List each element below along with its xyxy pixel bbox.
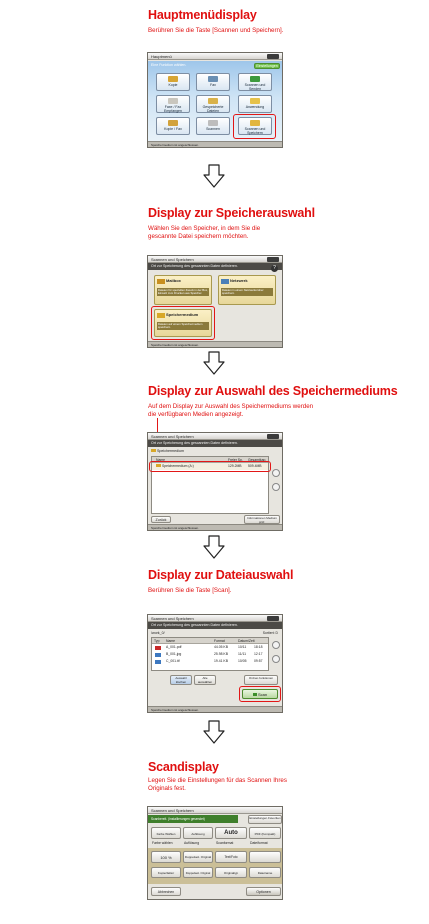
scroll-up-button[interactable] xyxy=(272,641,280,649)
copy-fax-icon xyxy=(168,120,178,126)
window-title: Scannen und Speichern xyxy=(151,257,194,262)
title-button[interactable] xyxy=(267,434,279,439)
step2-desc-line1: Wählen Sie den Speicher, in dem Sie die xyxy=(148,225,261,232)
label-scan-size: Scanformat xyxy=(216,841,234,845)
clear-selection-button[interactable]: Auswahl löschen xyxy=(170,675,192,685)
label-resolution: Auflösung xyxy=(184,841,200,845)
settings-button[interactable]: Einstellungen xyxy=(254,63,280,69)
scroll-down-button[interactable] xyxy=(272,655,280,663)
option-network[interactable]: Netzwerk Dateien in einem Netzwerkordner speichern. xyxy=(218,275,276,305)
medium-info-button[interactable]: Informationen Medium prüf. xyxy=(244,515,280,524)
instruction-bar: Ort zur Speicherung des gescannten Daten definieren. xyxy=(148,622,282,629)
label-file-format: Dateiformat xyxy=(250,841,268,845)
menu-instruction: Eine Funktion wählen. xyxy=(151,63,187,67)
highlight-medium-row xyxy=(149,461,271,472)
scan-icon xyxy=(208,120,218,126)
down-arrow-icon xyxy=(203,535,225,559)
window-title: Hauptmenü xyxy=(151,54,172,59)
step2-title: Display zur Speicherauswahl xyxy=(148,206,315,220)
table-row[interactable]: B_001.jpg 25.98 KB 11/11 12:17 xyxy=(152,651,268,658)
status-bar: Speichermedium ist angeschlossen. xyxy=(148,706,282,712)
list-header: Typ Name Format Datum/Zeit xyxy=(152,638,268,644)
screen-medium-select xyxy=(147,432,283,531)
table-row[interactable]: A_001.pdf 44.05 KB 10/11 18:18 xyxy=(152,644,268,651)
status-bar: Speichermedium ist angeschlossen. xyxy=(148,524,282,530)
table-row[interactable]: C_001.tif 19.41 KB 10/05 09:57 xyxy=(152,658,268,665)
down-arrow-icon xyxy=(203,164,225,188)
window-title: Scannen und Speichern xyxy=(151,434,194,439)
titlebar xyxy=(148,53,282,60)
list-header: Name Freier Sp. Gesamtkap. xyxy=(152,457,268,463)
fax-receive-icon xyxy=(168,98,178,104)
tile-scan[interactable]: Scannen xyxy=(196,117,230,135)
title-button[interactable] xyxy=(267,616,279,621)
select-all-button[interactable]: Alle auswählen xyxy=(194,675,216,685)
network-icon xyxy=(221,279,229,284)
highlight-scan-store xyxy=(233,114,276,139)
mailbox-icon xyxy=(157,279,165,284)
file-list xyxy=(151,637,269,671)
option-mailbox[interactable]: Mailbox Dateien für speziellen Zweck in der Box, Einsatz zum Drucken aus Speicher. xyxy=(154,275,212,305)
title-button[interactable] xyxy=(267,54,279,59)
path-label: Speichermedium xyxy=(151,449,184,453)
resolution-button[interactable]: Auflösung xyxy=(183,827,213,839)
window-title: Scannen und Speichern xyxy=(151,808,194,813)
zoom-button[interactable]: 100 % xyxy=(151,851,181,863)
title-button[interactable] xyxy=(267,257,279,262)
duplex-button[interactable]: Doppelseit. Original xyxy=(183,851,213,863)
tile-fax[interactable]: Fax xyxy=(196,73,230,91)
titlebar xyxy=(148,807,282,814)
back-button[interactable]: Zurück xyxy=(151,516,171,523)
original-type-button[interactable]: Text/Foto xyxy=(215,851,247,863)
ready-bar: Scanbereit. (Installierungen gesendet) xyxy=(148,815,238,823)
screen-file-select xyxy=(147,614,283,713)
tile-fax-receive[interactable]: Faxe / Fax Empfangen xyxy=(156,95,190,113)
folder-path: /work_0/ xyxy=(151,631,165,635)
titlebar xyxy=(148,433,282,440)
tile-copy-fax[interactable]: Kopie / Fax xyxy=(156,117,190,135)
copy-icon xyxy=(168,76,178,82)
window-title: Scannen und Speichern xyxy=(151,616,194,621)
scroll-up-button[interactable] xyxy=(272,469,280,477)
down-arrow-icon xyxy=(203,351,225,375)
scan-send-icon xyxy=(250,76,260,82)
step5-title: Scandisplay xyxy=(148,760,219,774)
scan-button[interactable]: Scan xyxy=(242,689,278,699)
folder-functions-button[interactable]: Ordner-funktionen xyxy=(244,675,278,685)
fax-icon xyxy=(208,76,218,82)
color-auto-button[interactable]: Farbe Wählen xyxy=(151,827,181,839)
zoom-label-button[interactable]: Kopierfaktor xyxy=(151,867,181,878)
usb-icon xyxy=(151,449,156,452)
titlebar xyxy=(148,256,282,263)
step5-desc-line2: Originals fest. xyxy=(148,785,186,792)
file-name-button[interactable] xyxy=(249,851,281,863)
titlebar xyxy=(148,615,282,622)
status-bar: Speichermedium ist angeschlossen. xyxy=(148,341,282,347)
stored-files-icon xyxy=(208,98,218,104)
tile-scan-store[interactable]: Scannen und Speichern xyxy=(238,117,272,135)
step4-desc: Berühren Sie die Taste [Scan]. xyxy=(148,587,232,594)
status-bar: Speichermedium ist angeschlossen. xyxy=(148,141,282,147)
tile-copy[interactable]: Kopie xyxy=(156,73,190,91)
step5-desc-line1: Legen Sie die Einstellungen für das Scannen Ihres xyxy=(148,777,287,784)
step3-title: Display zur Auswahl des Speichermediums xyxy=(148,384,398,398)
highlight-storage-medium xyxy=(151,306,215,340)
original-type-label-button[interactable]: Originaltyp xyxy=(215,867,247,878)
screen-scan-settings xyxy=(147,806,283,900)
pdf-file-icon xyxy=(155,646,161,650)
step1-title: Hauptmenüdisplay xyxy=(148,8,257,22)
step4-title: Display zur Dateiauswahl xyxy=(148,568,294,582)
list-item[interactable]: Speichermedium (A:) 129.2MB 509.4MB xyxy=(152,463,268,470)
options-button[interactable]: Optionen xyxy=(246,887,281,896)
duplex-label-button[interactable]: Doppelseit. Original xyxy=(183,867,213,878)
sort-label: Sortiert: D xyxy=(262,631,278,635)
image-file-icon xyxy=(155,653,161,657)
step1-desc: Berühren Sie die Taste [Scannen und Speichern]. xyxy=(148,27,284,34)
tile-stored-files[interactable]: Gespeicherte Dateien xyxy=(196,95,230,113)
favorites-button[interactable]: Einstellungen Favoriten xyxy=(248,815,282,824)
step3-desc-line2: die verfügbaren Medien angezeigt. xyxy=(148,411,244,418)
label-color: Farbe wählen xyxy=(152,841,173,845)
screen-storage-select xyxy=(147,255,283,348)
option-storage-medium[interactable]: Speichermedium Dateien auf einem Speichermedium speichern. xyxy=(154,309,212,337)
down-arrow-icon xyxy=(203,720,225,744)
instruction-bar: Ort zur Speicherung des gescannten Daten definieren. xyxy=(148,263,282,270)
tile-application[interactable]: Anwendung xyxy=(238,95,272,113)
screen-main-menu xyxy=(147,52,283,148)
instruction-bar: Ort zur Speicherung des gescannten Daten definieren. xyxy=(148,440,282,447)
application-icon xyxy=(250,98,260,104)
image-file-icon xyxy=(155,660,161,664)
help-icon[interactable]: ? xyxy=(271,265,278,272)
file-format-button[interactable]: PDF (Kompakt) xyxy=(249,827,281,839)
cancel-button[interactable]: Abbrechen xyxy=(151,887,181,896)
scroll-down-button[interactable] xyxy=(272,483,280,491)
step3-desc-line1: Auf dem Display zur Auswahl des Speichermediums werden xyxy=(148,403,314,410)
highlight-scan-button xyxy=(239,686,281,702)
file-name-label-button[interactable]: Dateiname xyxy=(249,867,281,878)
step2-desc-line2: gescannte Datei speichern möchten. xyxy=(148,233,249,240)
tile-scan-send[interactable]: Scannen und Senden xyxy=(238,73,272,91)
scan-size-button[interactable]: Auto xyxy=(215,827,247,839)
